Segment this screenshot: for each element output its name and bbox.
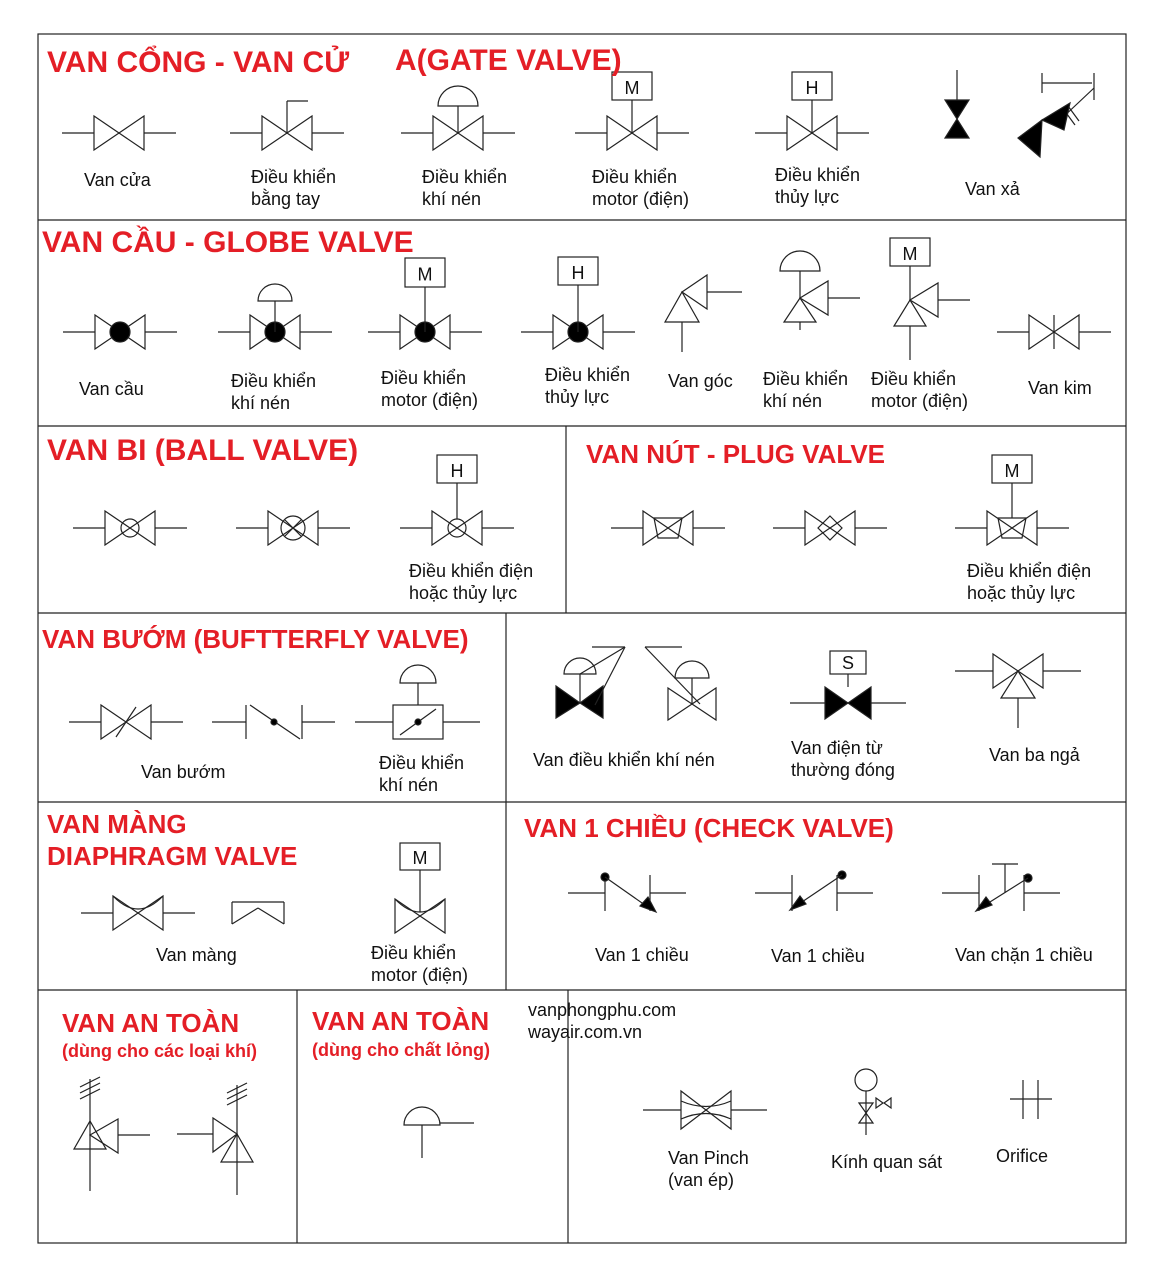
globe-label: Điều khiển	[381, 368, 467, 388]
actuator-dome	[675, 661, 709, 678]
actuator-dome	[564, 658, 596, 674]
valve-wing	[848, 687, 871, 719]
control-label: Van điều khiển khí nén	[533, 750, 715, 770]
check-valve-icon	[568, 873, 686, 912]
check-valve-reverse-icon	[755, 871, 873, 911]
valve-wing	[993, 654, 1018, 688]
valve-wing	[692, 688, 716, 720]
actuator-letter: H	[805, 77, 819, 98]
valve-wing	[1018, 654, 1043, 688]
section-title-gate-en: A(GATE VALVE)	[395, 44, 622, 77]
gate-valve-icon	[62, 116, 176, 150]
section-title-safety-liquid: VAN AN TOÀN	[312, 1006, 490, 1036]
ball-label: Điều khiển điện	[409, 561, 534, 581]
valve-wing	[213, 1118, 237, 1152]
globe-valve-icon	[63, 315, 177, 349]
actuator-letter: M	[902, 243, 918, 264]
valve-wing	[632, 116, 657, 150]
globe-label: motor (điện)	[381, 390, 479, 410]
gate-label: Điều khiển	[251, 167, 337, 187]
plug-valve-icon	[611, 511, 725, 545]
diaphragm-alt-icon	[232, 902, 284, 924]
valve-wing	[1001, 671, 1035, 698]
pinch-valve-icon	[643, 1091, 767, 1129]
ball-valve-icon	[73, 511, 187, 545]
globe-label: Van góc	[668, 371, 733, 391]
actuator-dome	[404, 1107, 440, 1125]
valve-wing	[894, 300, 926, 326]
butterfly-alt-icon	[212, 705, 335, 739]
check-label: Van 1 chiều	[595, 945, 689, 965]
globe-label: khí nén	[231, 393, 291, 413]
misc-label: Kính quan sát	[831, 1152, 943, 1172]
actuator-letter: H	[571, 262, 585, 283]
globe-label: motor (điện)	[871, 391, 969, 411]
arrow-head	[640, 897, 656, 912]
valve-wing	[105, 511, 130, 545]
valve-wing	[1029, 315, 1054, 349]
globe-ball	[110, 322, 130, 342]
valve-wing	[787, 116, 812, 150]
check-label: Van 1 chiều	[771, 946, 865, 966]
actuator-letter: M	[412, 848, 428, 869]
actuator-dome	[438, 86, 478, 106]
disc-pin	[415, 719, 421, 725]
valve-wing	[420, 899, 445, 933]
pinch-arc	[681, 1101, 731, 1107]
gate-label: motor (điện)	[592, 189, 690, 209]
valve-wing	[800, 281, 828, 315]
valve-wing	[681, 1091, 706, 1129]
globe-label: Điều khiển	[545, 365, 631, 385]
gate-label: thủy lực	[775, 187, 840, 207]
control-label: Van điện từ	[791, 738, 883, 758]
gate-label: Điều khiển	[422, 167, 508, 187]
gate-label: khí nén	[422, 189, 482, 209]
valve-wing	[138, 896, 163, 930]
sight-glass-icon	[855, 1069, 891, 1135]
valve-wing	[876, 1098, 883, 1108]
misc-label: Van Pinch	[668, 1148, 749, 1168]
diaphragm-motor-icon	[395, 870, 445, 933]
drain-wing	[945, 119, 969, 138]
drain-wing	[1018, 120, 1042, 157]
diag-line	[645, 647, 700, 704]
disc-pin	[271, 719, 277, 725]
actuator-letter: H	[450, 460, 464, 481]
butterfly-label: Điều khiển	[379, 753, 465, 773]
safety-gas-valve-icon	[74, 1077, 150, 1191]
safety-liquid-valve-icon	[404, 1107, 474, 1158]
valve-wing	[395, 899, 420, 933]
drain-wing	[945, 100, 969, 119]
angle-valve-icon	[665, 275, 742, 352]
valve-wing	[812, 116, 837, 150]
valve-wing	[784, 298, 816, 322]
drain-valve-icon	[945, 70, 969, 138]
valve-wing	[1054, 315, 1079, 349]
stop-check-valve-icon	[942, 864, 1060, 911]
globe-label: Van cầu	[79, 379, 144, 399]
sight-glass-circle	[855, 1069, 877, 1091]
text-layer	[42, 44, 1093, 1190]
diaphragm-label: Van màng	[156, 945, 237, 965]
valve-wing	[556, 686, 580, 718]
check-label: Van chặn 1 chiều	[955, 945, 1093, 965]
body-line	[258, 908, 284, 924]
valve-wing	[580, 686, 603, 718]
globe-label: Điều khiển	[871, 369, 957, 389]
diaphragm-arc	[113, 896, 163, 909]
gate-label: bằng tay	[251, 189, 321, 209]
valve-wing	[825, 687, 848, 719]
gate-label: Điều khiển	[592, 167, 678, 187]
actuator-letter: M	[1004, 460, 1020, 481]
gate-label: Van cửa	[84, 170, 151, 190]
orifice-icon	[1010, 1080, 1052, 1119]
watermark: wayair.com.vn	[528, 1022, 643, 1042]
watermark: vanphongphu.com	[528, 1000, 677, 1020]
valve-wing	[119, 116, 144, 150]
valve-wing	[262, 116, 287, 150]
valve-wing	[101, 705, 126, 739]
valve-wing	[126, 705, 151, 739]
globe-label: Van kim	[1028, 378, 1092, 398]
plug-label: hoặc thủy lực	[967, 583, 1076, 603]
body-line	[232, 908, 258, 924]
section-title-plug: VAN NÚT - PLUG VALVE	[586, 439, 885, 469]
globe-label: Điều khiển	[763, 369, 849, 389]
three-way-valve-icon	[955, 654, 1081, 728]
valve-wing	[432, 511, 457, 545]
plug-valve-alt-icon	[773, 511, 887, 545]
butterfly-valve-icon	[69, 705, 183, 739]
section-title-diaphragm: VAN MÀNG	[47, 809, 187, 839]
butterfly-label: Van bướm	[141, 762, 226, 782]
valve-wing	[884, 1098, 891, 1108]
valve-wing	[90, 1119, 118, 1153]
valve-wing	[682, 275, 707, 309]
valve-wing	[706, 1091, 731, 1129]
section-subtitle-safety-liquid: (dùng cho chất lỏng)	[312, 1040, 490, 1060]
control-label: thường đóng	[791, 760, 895, 780]
valve-wing	[457, 511, 482, 545]
solenoid-valve-icon	[790, 674, 906, 719]
section-title-safety-gas: VAN AN TOÀN	[62, 1008, 240, 1038]
gate-label: Điều khiển	[775, 165, 861, 185]
section-title-butterfly: VAN BƯỚM (BUFTTERFLY VALVE)	[42, 624, 469, 654]
misc-label: (van ép)	[668, 1170, 735, 1190]
section-title-gate: VAN CỔNG - VAN CỬ	[47, 46, 350, 79]
globe-label: Điều khiển	[231, 371, 317, 391]
actuator-letter: S	[841, 652, 855, 673]
diaphragm-label: motor (điện)	[371, 965, 469, 985]
actuator-letter: M	[624, 77, 640, 98]
globe-label: khí nén	[763, 391, 823, 411]
misc-label: Orifice	[996, 1146, 1049, 1166]
pinch-arc	[681, 1114, 731, 1120]
valve-wing	[607, 116, 632, 150]
diaphragm-label: Điều khiển	[371, 943, 457, 963]
angle-pneumatic-icon	[780, 251, 860, 330]
section-title-diaphragm: DIAPHRAGM VALVE	[47, 841, 298, 871]
angle-motor-icon	[894, 266, 970, 360]
disc-line	[116, 707, 136, 737]
valve-wing	[458, 116, 483, 150]
needle-valve-icon	[997, 315, 1111, 349]
actuator-dome	[400, 665, 436, 683]
actuator-dome	[258, 284, 292, 301]
drain-valve-angled-icon	[1018, 73, 1094, 157]
section-title-check: VAN 1 CHIỀU (CHECK VALVE)	[524, 813, 894, 843]
valve-wing	[910, 283, 938, 317]
ball-label: hoặc thủy lực	[409, 583, 518, 603]
control-label: Van ba ngả	[989, 745, 1080, 765]
safety-gas-valve-alt-icon	[177, 1083, 253, 1195]
valve-wing	[433, 116, 458, 150]
butterfly-pneumatic-icon	[355, 665, 480, 739]
valve-wing	[94, 116, 119, 150]
pneumatic-control-valve-icon	[556, 647, 625, 718]
butterfly-label: khí nén	[379, 775, 439, 795]
section-subtitle-safety-gas: (dùng cho các loại khí)	[62, 1041, 258, 1061]
gate-label: Van xả	[965, 179, 1020, 199]
valve-wing	[113, 896, 138, 930]
section-title-globe: VAN CẦU - GLOBE VALVE	[42, 226, 414, 259]
drain-wing	[1042, 103, 1070, 130]
plug-label: Điều khiển điện	[967, 561, 1092, 581]
pneumatic-control-valve-alt-icon	[645, 647, 716, 720]
diaphragm-valve-icon	[81, 896, 195, 930]
valve-wing	[665, 292, 699, 322]
valve-wing	[287, 116, 312, 150]
actuator-letter: M	[417, 264, 433, 285]
section-title-ball: VAN BI (BALL VALVE)	[47, 434, 359, 467]
valve-wing	[130, 511, 155, 545]
drain-line	[1068, 106, 1079, 121]
globe-label: thủy lực	[545, 387, 610, 407]
actuator-dome	[780, 251, 820, 271]
ball-valve-alt-icon	[236, 511, 350, 545]
